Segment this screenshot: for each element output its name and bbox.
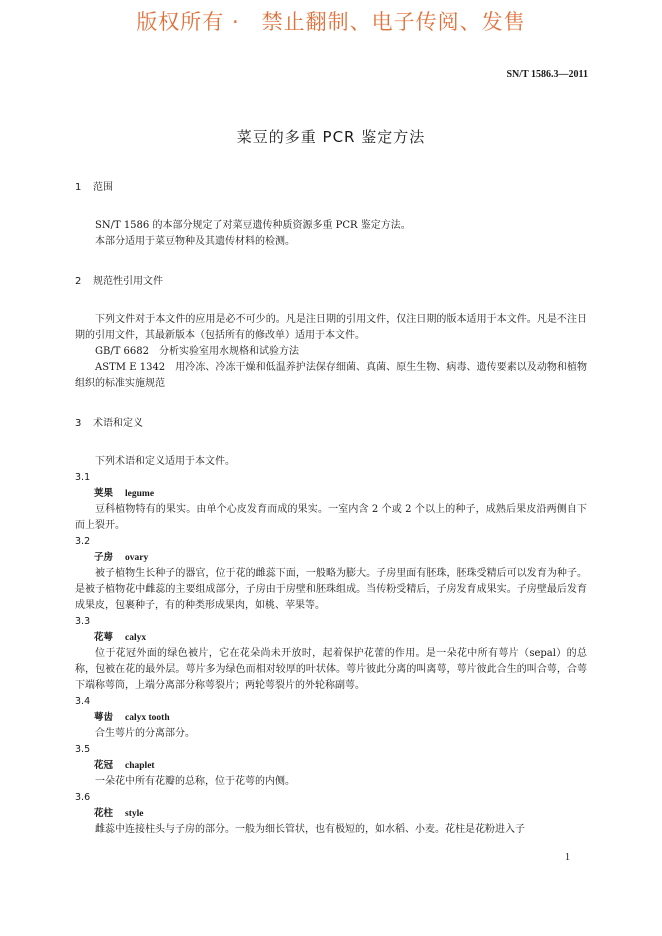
reference-item: ASTM E 1342 用冷冻、冷冻干燥和低温养护法保存细菌、真菌、原生生物、病毒、遗传要素以及动物和植物组织的标准实施规范 xyxy=(75,362,587,389)
term-cn: 萼齿 xyxy=(94,712,114,723)
term-definition: 豆科植物特有的果实。由单个心皮发育而成的果实。一室内含 2 个或 2 个以上的种子，成熟后果皮沿两侧自下而上裂开。 xyxy=(75,504,587,531)
section-2-title: 规范性引用文件 xyxy=(93,276,163,287)
term-cn: 花冠 xyxy=(94,760,114,771)
page-number: 1 xyxy=(565,852,570,863)
section-1-title: 范围 xyxy=(93,182,113,193)
paragraph: 下列术语和定义适用于本文件。 xyxy=(95,456,235,467)
term-en: legume xyxy=(125,489,155,499)
paragraph: 下列文件对于本文件的应用是必不可少的。凡是注日期的引用文件，仅注日期的版本适用于本文件。凡是不注日期的引用文件，其最新版本（包括所有的修改单）适用于本文件。 xyxy=(75,314,587,341)
page-title: 菜豆的多重 PCR 鉴定方法 xyxy=(236,128,426,146)
term-heading xyxy=(75,806,587,822)
document-body xyxy=(75,170,587,838)
term-number: 3.2 xyxy=(75,536,91,547)
paragraph: SN/T 1586 的本部分规定了对菜豆遗传种质资源多重 PCR 鉴定方法。 xyxy=(95,220,411,231)
term-heading xyxy=(75,710,587,726)
standard-code: SN/T 1586.3—2011 xyxy=(506,69,588,80)
paragraph: 本部分适用于菜豆物种及其遗传材料的检测。 xyxy=(95,236,295,247)
term-heading xyxy=(75,630,587,646)
reference-item: GB/T 6682 分析实验室用水规格和试验方法 xyxy=(95,346,300,357)
term-number: 3.5 xyxy=(75,744,91,755)
term-heading xyxy=(75,758,587,774)
term-definition: 被子植物生长种子的器官，位于花的雌蕊下面，一般略为膨大。子房里面有胚珠，胚珠受精后可以发育为种子。是被子植物花中雌蕊的主要组成部分，子房由于房壁和胚珠组成。当传粉受精后，子房发育成果实。子房壁最后发育成果皮，包裹种子，有的种类形成果肉，如桃、苹果等。 xyxy=(75,568,587,611)
term-definition: 雌蕊中连接柱头与子房的部分。一般为细长管状，也有极短的，如水稻、小麦。花柱是花粉进入子 xyxy=(95,824,525,835)
term-en: chaplet xyxy=(125,761,155,771)
term-number: 3.1 xyxy=(75,472,91,483)
copyright-watermark: 版权所有 · 禁止翻制、电子传阅、发售 xyxy=(136,10,526,34)
term-en: calyx xyxy=(125,633,147,643)
section-2-number: 2 xyxy=(75,276,82,287)
term-cn: 花柱 xyxy=(94,808,114,819)
section-3-heading xyxy=(75,416,587,432)
term-definition: 一朵花中所有花瓣的总称，位于花萼的内侧。 xyxy=(95,776,295,787)
term-number: 3.3 xyxy=(75,616,91,627)
section-1-number: 1 xyxy=(75,182,82,193)
section-3-number: 3 xyxy=(75,418,82,429)
term-en: ovary xyxy=(125,553,149,563)
section-2-heading xyxy=(75,274,587,290)
term-cn: 花萼 xyxy=(94,632,114,643)
section-3-title: 术语和定义 xyxy=(93,418,143,429)
term-heading xyxy=(75,550,587,566)
term-number: 3.6 xyxy=(75,792,91,803)
term-en: style xyxy=(125,809,144,819)
term-definition: 合生萼片的分离部分。 xyxy=(95,728,195,739)
term-heading xyxy=(75,486,587,502)
term-cn: 荚果 xyxy=(94,488,114,499)
term-definition: 位于花冠外面的绿色被片，它在花朵尚未开放时，起着保护花蕾的作用。是一朵花中所有萼片（sepal）的总称，包被在花的最外层。萼片多为绿色而相对较厚的叶状体。萼片彼此分离的叫离萼，萼片彼此合生的叫合萼，合萼下端称萼筒，上端分离部分称萼裂片；两轮萼裂片的外轮称副萼。 xyxy=(75,648,587,691)
section-1-heading xyxy=(75,180,587,196)
term-en: calyx tooth xyxy=(125,713,170,723)
term-cn: 子房 xyxy=(94,552,114,563)
term-number: 3.4 xyxy=(75,696,91,707)
